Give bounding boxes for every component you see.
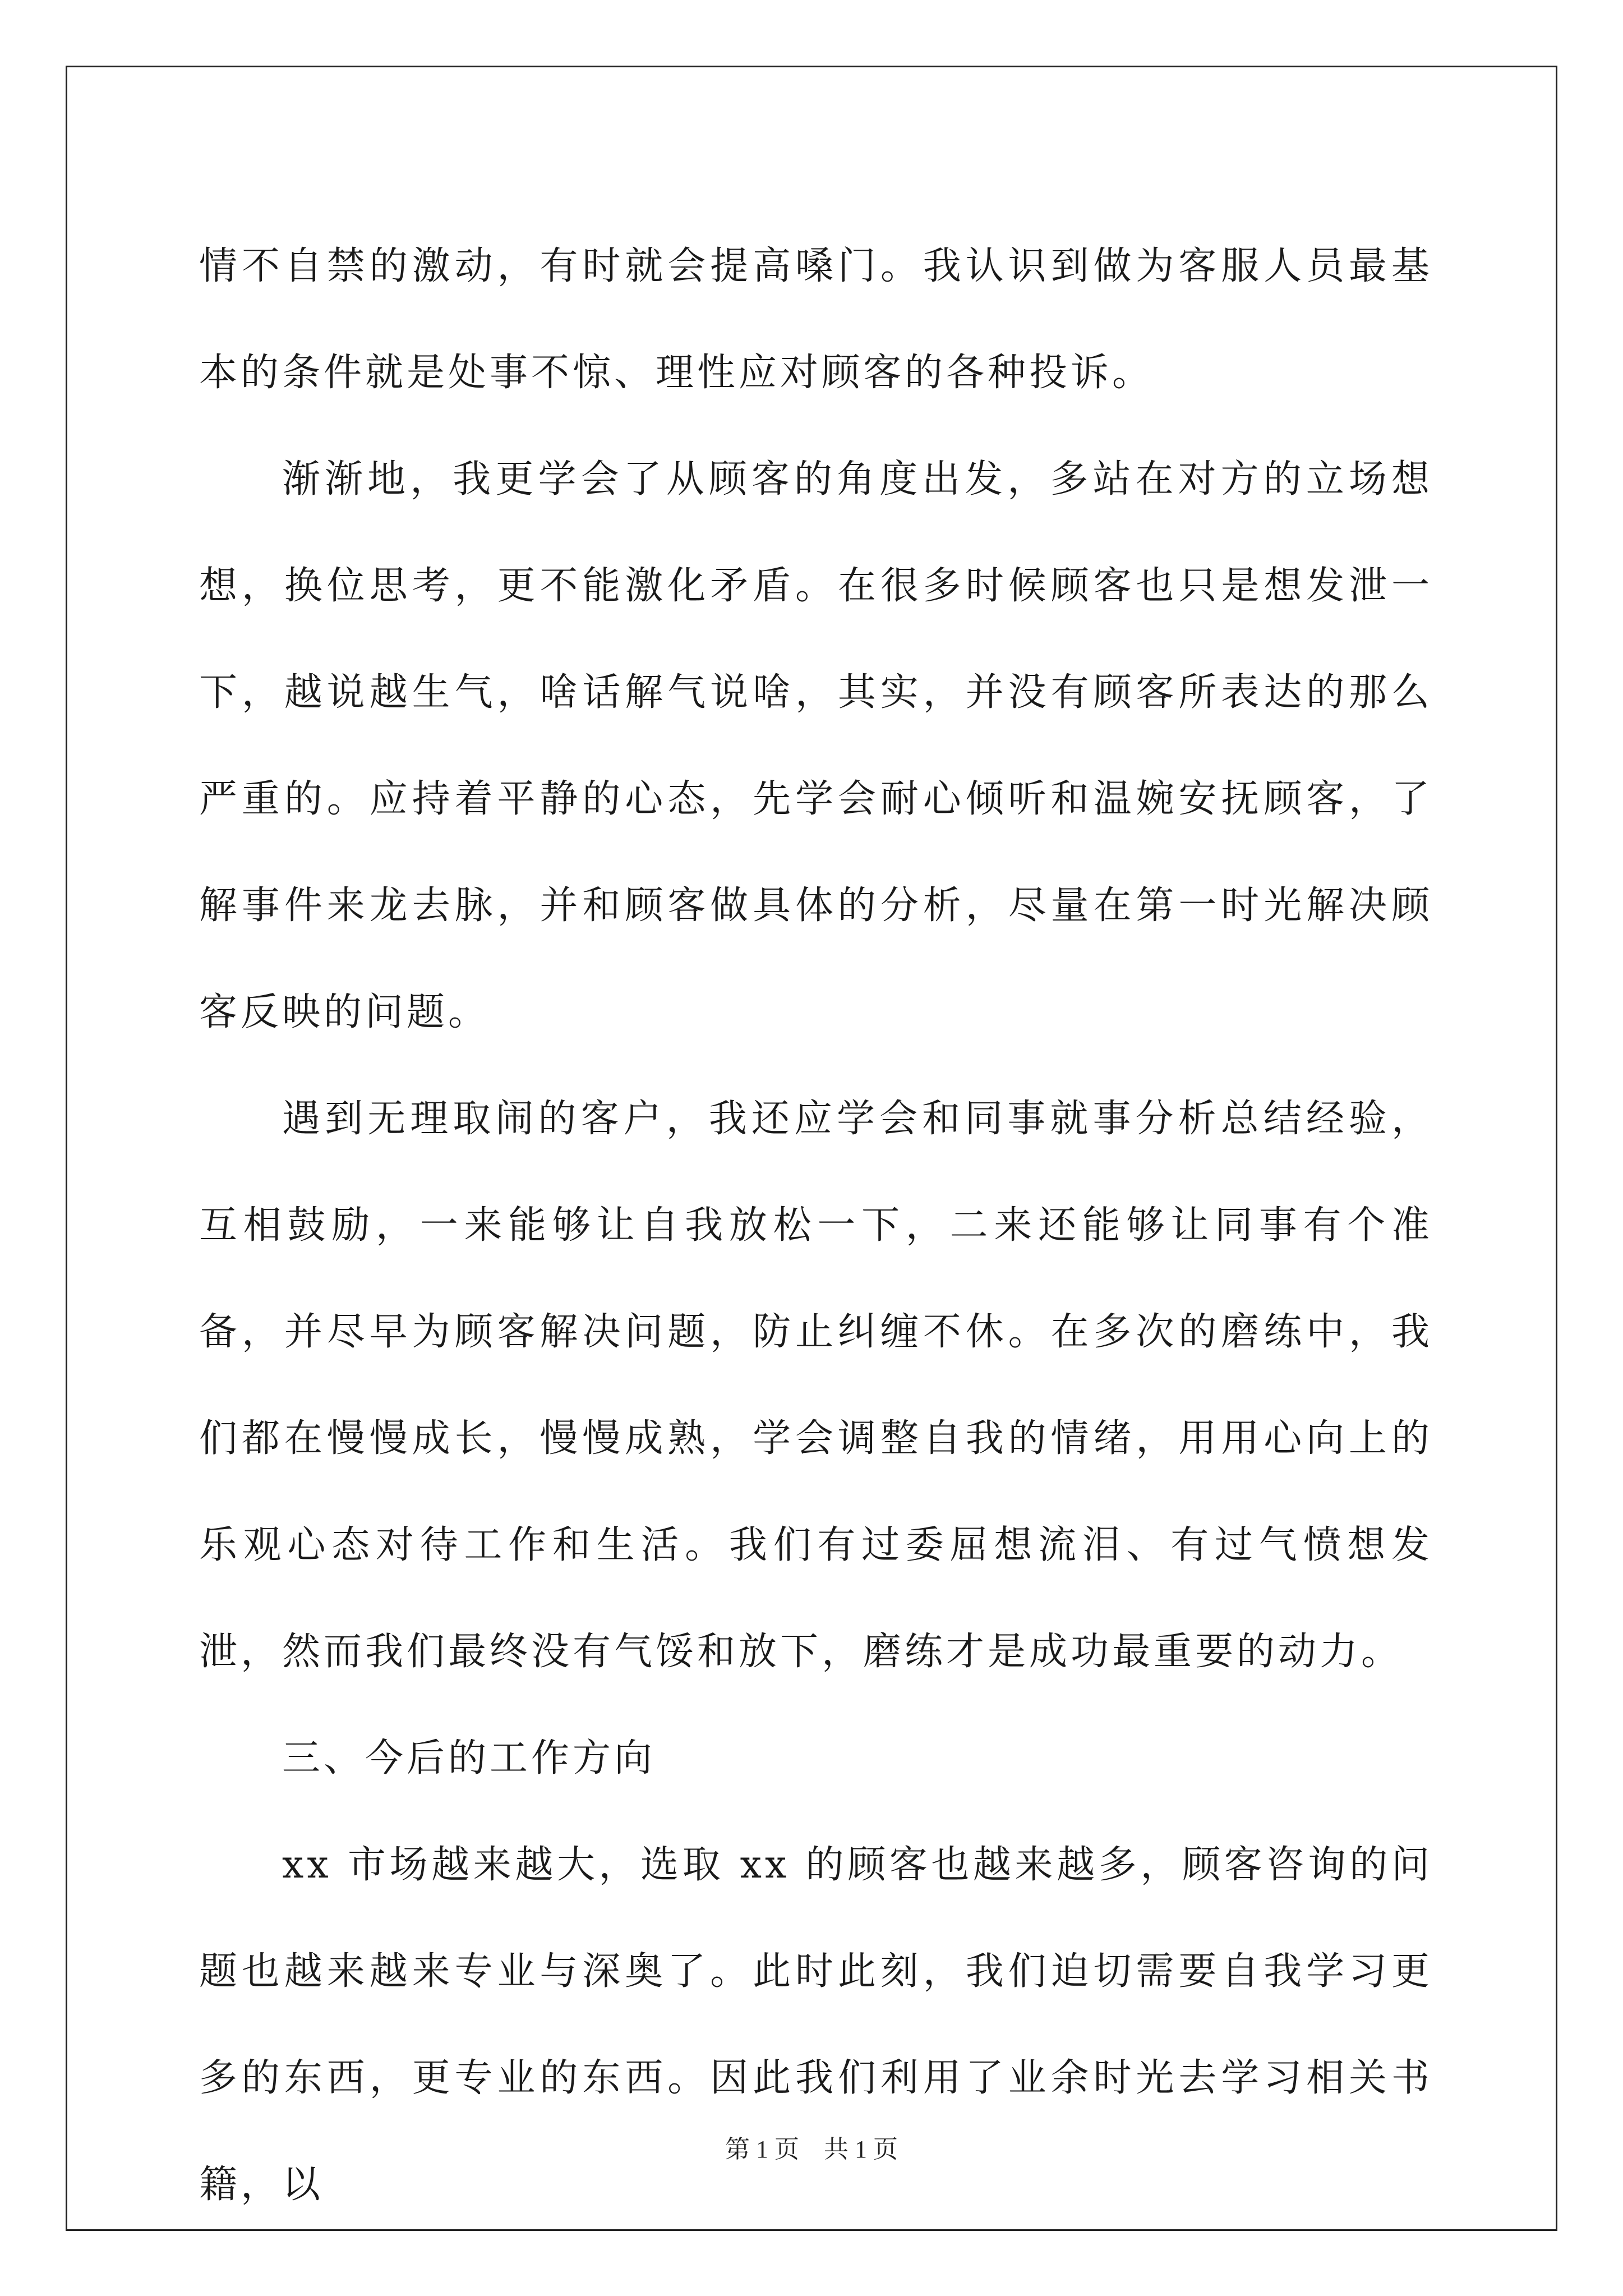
page-total: 共 1 页 xyxy=(824,2136,898,2163)
section-heading: 三、今后的工作方向 xyxy=(282,1736,656,1780)
paragraph-2: 渐渐地，我更学会了从顾客的角度出发，多站在对方的立场想想，换位思考，更不能激化矛盾。在很多时候顾客也只是想发泄一下，越说越生气，啥话解气说啥，其实，并没有顾客所表达的那么严重的。应持着平静的心态，先学会耐心倾听和温婉安抚顾客，了解事件来龙去脉，并和顾客做具体的分析，尽量在第一时光解决顾客反映的问题。 xyxy=(199,457,1433,1034)
paragraph-4: xx 市场越来越大，选取 xx 的顾客也越来越多，顾客咨询的问题也越来越来专业与深奥了。此时此刻，我们迫切需要自我学习更多的东西，更专业的东西。因此我们利用了业余时光去学习相关书籍，以 xyxy=(199,1843,1433,2207)
page-footer xyxy=(0,2129,1623,2165)
paragraph-3: 遇到无理取闹的客户，我还应学会和同事就事分析总结经验，互相鼓励，一来能够让自我放松一下，二来还能够让同事有个准备，并尽早为顾客解决问题，防止纠缠不休。在多次的磨练中，我们都在慢慢成长，慢慢成熟，学会调整自我的情绪，用用心向上的乐观心态对待工作和生活。我们有过委屈想流泪、有过气愤想发泄，然而我们最终没有气馁和放下，磨练才是成功最重要的动力。 xyxy=(199,1097,1433,1674)
paragraph-1: 情不自禁的激动，有时就会提高嗓门。我认识到做为客服人员最基本的条件就是处事不惊、理性应对顾客的各种投诉。 xyxy=(199,244,1433,395)
document-body xyxy=(199,213,1433,2238)
page-number: 第 1 页 xyxy=(725,2136,799,2163)
